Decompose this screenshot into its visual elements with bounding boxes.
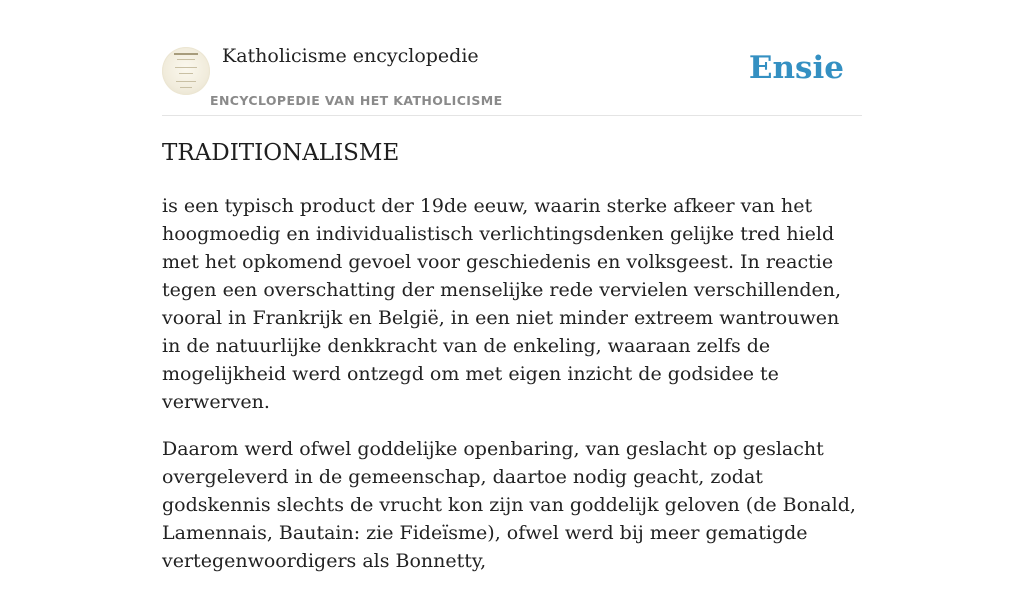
encyclopedia-subtitle: ENCYCLOPEDIE VAN HET KATHOLICISME — [210, 93, 503, 108]
page-container — [162, 0, 862, 572]
encyclopedia-cover-icon[interactable] — [162, 47, 210, 95]
entry-paragraph: Daarom werd ofwel goddelijke openbaring, van geslacht op geslacht overgeleverd in de gemeenschap, daartoe nodig geacht, zodat godskennis slechts de vrucht kon zijn van goddelijk geloven (de Bonald, Lamennais, Bautain: zie Fideïsme), ofwel werd bij meer gematigde vertegenwoordigers als Bonnetty, — [162, 438, 856, 572]
entry-title: TRADITIONALISME — [162, 140, 400, 166]
ensie-logo-link[interactable]: Ensie — [748, 50, 844, 86]
encyclopedia-title-link[interactable]: Katholicisme encyclopedie — [222, 45, 479, 67]
entry-body — [162, 192, 862, 594]
entry-paragraph: is een typisch product der 19de eeuw, waarin sterke afkeer van het hoogmoedig en individualistisch verlichtingsdenken gelijke tred hield met het opkomend gevoel voor geschiedenis en volksgeest. In reactie tegen een overschatting der menselijke rede vervielen verschillenden, vooral in Frankrijk en België, in een niet minder extreem wantrouwen in de natuurlijke denkkracht van de enkeling, waaraan zelfs de mogelijkheid werd ontzegd om met eigen inzicht de godsidee te verwerven. — [162, 195, 841, 413]
site-header — [162, 0, 862, 116]
